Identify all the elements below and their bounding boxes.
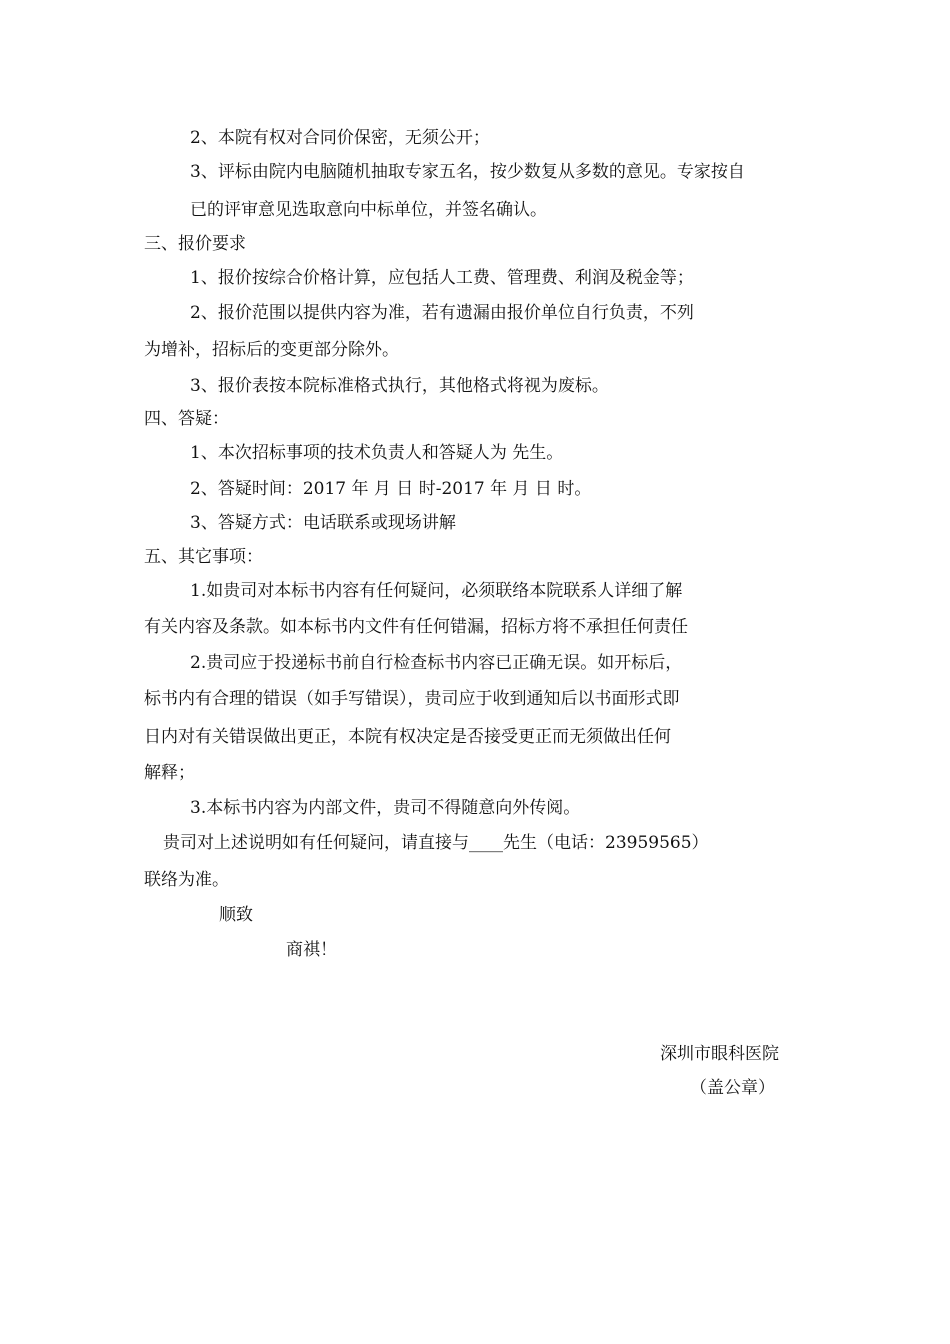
- clause-3-evaluation-cont: 已的评审意见选取意向中标单位，并签名确认。: [190, 200, 547, 220]
- other-item-2-cont-1: 标书内有合理的错误（如手写错误），贵司应于收到通知后以书面形式即: [144, 689, 680, 709]
- other-item-3: 3.本标书内容为内部文件，贵司不得随意向外传阅。: [190, 798, 581, 818]
- clause-3-evaluation: 3、评标由院内电脑随机抽取专家五名，按少数复从多数的意见。专家按自: [190, 162, 745, 182]
- other-item-2-cont-2: 日内对有关错误做出更正，本院有权决定是否接受更正而无须做出任何: [144, 727, 671, 747]
- other-item-2-cont-3: 解释；: [144, 763, 195, 783]
- qa-item-1: 1、本次招标事项的技术负责人和答疑人为 先生。: [190, 443, 564, 463]
- section-heading-other: 五、其它事项：: [144, 547, 263, 567]
- signature-seal-note: （盖公章）: [690, 1078, 775, 1098]
- other-item-1-cont: 有关内容及条款。如本标书内文件有任何错漏，招标方将不承担任何责任: [144, 617, 688, 637]
- quotation-item-2: 2、报价范围以提供内容为准，若有遗漏由报价单位自行负责，不列: [190, 303, 694, 323]
- other-item-2: 2.贵司应于投递标书前自行检查标书内容已正确无误。如开标后，: [190, 653, 683, 673]
- contact-sentence: 贵司对上述说明如有任何疑问，请直接与____先生（电话：23959565）: [163, 833, 709, 853]
- quotation-item-3: 3、报价表按本院标准格式执行，其他格式将视为废标。: [190, 376, 609, 396]
- section-heading-quotation: 三、报价要求: [144, 234, 246, 254]
- signature-hospital-name: 深圳市眼科医院: [660, 1044, 779, 1064]
- qa-item-2-time: 2、答疑时间：2017 年 月 日 时-2017 年 月 日 时。: [190, 479, 592, 499]
- quotation-item-2-cont: 为增补，招标后的变更部分除外。: [144, 340, 399, 360]
- contact-sentence-cont: 联络为准。: [144, 870, 229, 890]
- closing-salutation: 顺致: [219, 905, 253, 925]
- quotation-item-1: 1、报价按综合价格计算，应包括人工费、管理费、利润及税金等；: [190, 268, 694, 288]
- section-heading-qa: 四、答疑：: [144, 409, 229, 429]
- other-item-1: 1.如贵司对本标书内容有任何疑问，必须联络本院联系人详细了解: [190, 581, 683, 601]
- clause-2-confidential: 2、本院有权对合同价保密，无须公开；: [190, 128, 490, 148]
- qa-item-3-method: 3、答疑方式：电话联系或现场讲解: [190, 513, 456, 533]
- closing-wishes: 商祺！: [286, 940, 337, 960]
